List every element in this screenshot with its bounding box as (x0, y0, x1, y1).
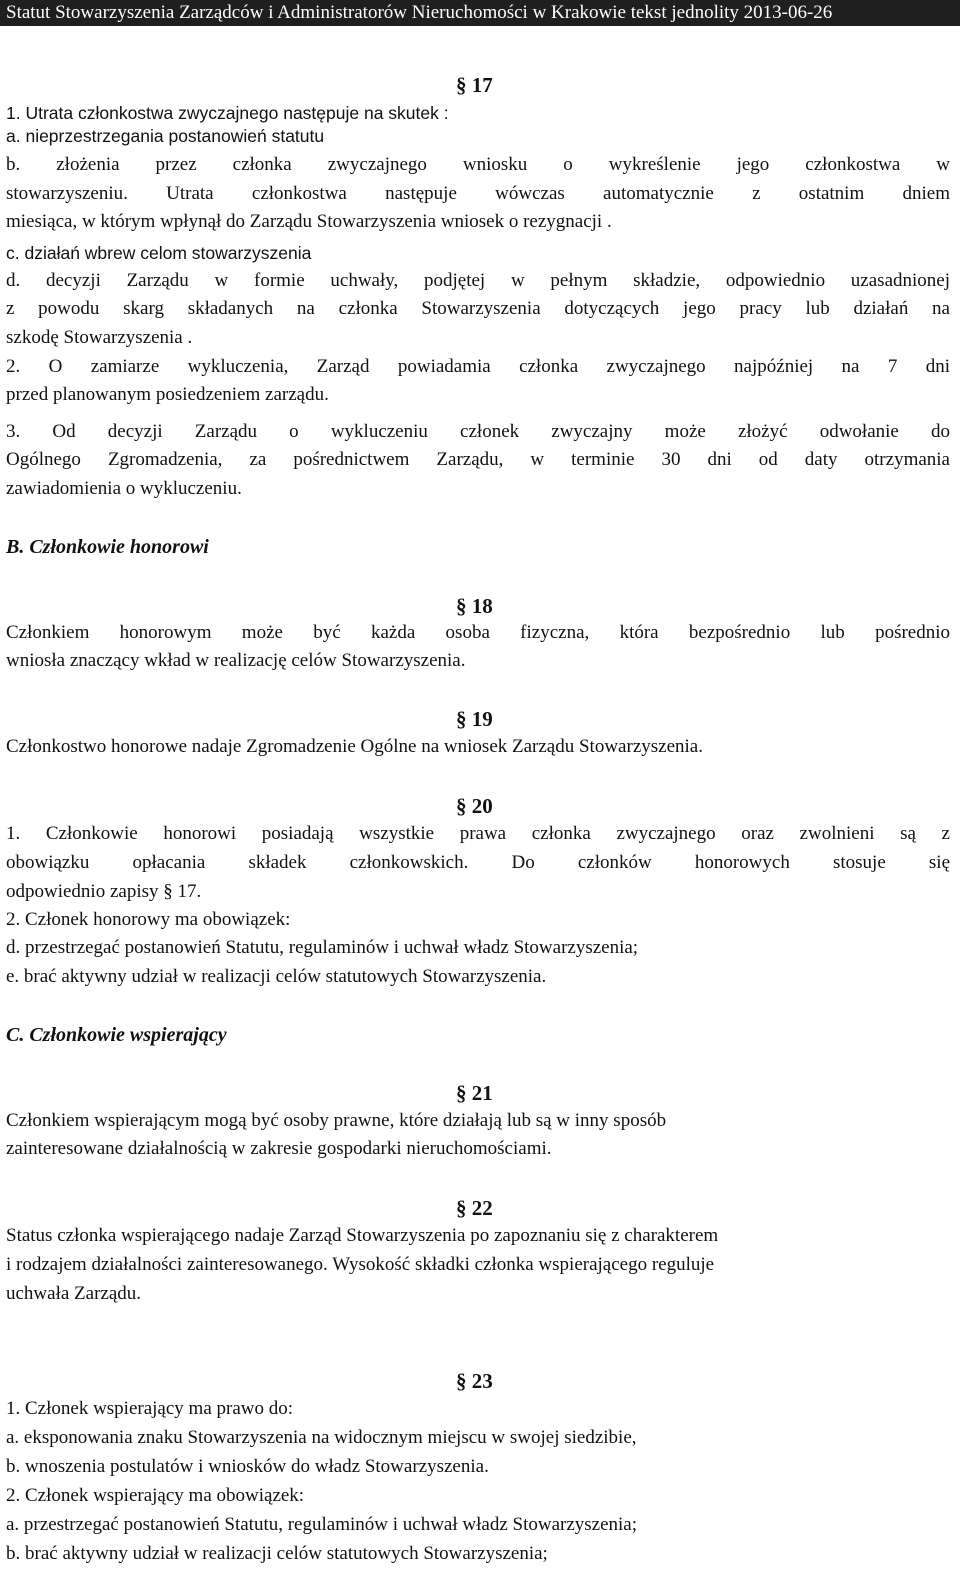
header-text: Statut Stowarzyszenia Zarządców i Administratorów Nieruchomości w Krakowie tekst jednolity 2013-06-26 (6, 2, 833, 23)
s20-line-2: obowiązku opłacania składek członkowskich. Do członków honorowych stosuje się (6, 852, 950, 873)
s22-line-3: uchwała Zarządu. (6, 1283, 142, 1304)
s20-line-3: odpowiednio zapisy § 17. (6, 881, 202, 902)
s23-line-4: 2. Członek wspierający ma obowiązek: (6, 1485, 305, 1506)
s23-line-2: a. eksponowania znaku Stowarzyszenia na widocznym miejscu w swojej siedzibie, (6, 1427, 637, 1448)
s18-line-2: wniosła znaczący wkład w realizację celów Stowarzyszenia. (6, 650, 466, 671)
section-18-number: § 18 (456, 594, 493, 618)
section-21-number: § 21 (456, 1081, 493, 1105)
heading-supporting-members: C. Członkowie wspierający (6, 1024, 227, 1046)
section-23-number: § 23 (456, 1369, 493, 1393)
s17-line-13: Ogólnego Zgromadzenia, za pośrednictwem Zarządu, w terminie 30 dni od daty otrzymania (6, 449, 950, 470)
s17-line-2: a. nieprzestrzegania postanowień statutu (6, 126, 325, 146)
s17-line-4: stowarzyszeniu. Utrata członkostwa następuje wówczas automatycznie z ostatnim dniem (6, 183, 950, 204)
s17-line-6: c. działań wbrew celom stowarzyszenia (6, 243, 312, 263)
s20-line-5: d. przestrzegać postanowień Statutu, regulaminów i uchwał władz Stowarzyszenia; (6, 937, 639, 958)
s23-line-3: b. wnoszenia postulatów i wniosków do władz Stowarzyszenia. (6, 1456, 489, 1477)
s17-line-1: 1. Utrata członkostwa zwyczajnego następuje na skutek : (6, 103, 449, 123)
s17-line-14: zawiadomienia o wykluczeniu. (6, 478, 242, 499)
s17-line-8: z powodu skarg składanych na członka Stowarzyszenia dotyczących jego pracy lub działań na (6, 298, 950, 319)
section-20-number: § 20 (456, 794, 493, 818)
s20-line-4: 2. Członek honorowy ma obowiązek: (6, 909, 291, 930)
s17-line-10: 2. O zamiarze wykluczenia, Zarząd powiadamia członka zwyczajnego najpóźniej na 7 dni (6, 356, 950, 377)
s21-line-1: Członkiem wspierającym mogą być osoby prawne, które działają lub są w inny sposób (6, 1110, 667, 1131)
s17-line-7: d. decyzji Zarządu w formie uchwały, podjętej w pełnym składzie, odpowiednio uzasadnionej (6, 270, 950, 291)
s17-line-5: miesiąca, w którym wpłynął do Zarządu Stowarzyszenia wniosek o rezygnacji . (6, 211, 612, 232)
s20-line-1: 1. Członkowie honorowi posiadają wszystkie prawa członka zwyczajnego oraz zwolnieni są z (6, 823, 950, 844)
s17-line-12: 3. Od decyzji Zarządu o wykluczeniu członek zwyczajny może złożyć odwołanie do (6, 421, 950, 442)
heading-honorary-members: B. Członkowie honorowi (6, 536, 209, 558)
s17-line-11: przed planowanym posiedzeniem zarządu. (6, 384, 329, 405)
section-22-number: § 22 (456, 1196, 493, 1220)
section-19-number: § 19 (456, 707, 493, 731)
s23-line-1: 1. Członek wspierający ma prawo do: (6, 1398, 294, 1419)
page-header (0, 0, 960, 26)
s23-line-6: b. brać aktywny udział w realizacji celów statutowych Stowarzyszenia; (6, 1543, 548, 1564)
s23-line-5: a. przestrzegać postanowień Statutu, regulaminów i uchwał władz Stowarzyszenia; (6, 1514, 638, 1535)
s22-line-1: Status członka wspierającego nadaje Zarząd Stowarzyszenia po zapoznaniu się z charakterem (6, 1225, 719, 1246)
s17-line-9: szkodę Stowarzyszenia . (6, 327, 193, 348)
s18-line-1: Członkiem honorowym może być każda osoba fizyczna, która bezpośrednio lub pośrednio (6, 622, 950, 643)
s22-line-2: i rodzajem działalności zainteresowanego. Wysokość składki członka wspierającego reguluje (6, 1254, 715, 1275)
s20-line-6: e. brać aktywny udział w realizacji celów statutowych Stowarzyszenia. (6, 966, 547, 987)
s19-line-1: Członkostwo honorowe nadaje Zgromadzenie Ogólne na wniosek Zarządu Stowarzyszenia. (6, 736, 703, 757)
s17-line-3: b. złożenia przez członka zwyczajnego wniosku o wykreślenie jego członkostwa w (6, 154, 950, 175)
s21-line-2: zainteresowane działalnością w zakresie gospodarki nieruchomościami. (6, 1138, 552, 1159)
section-17-number: § 17 (456, 73, 493, 97)
